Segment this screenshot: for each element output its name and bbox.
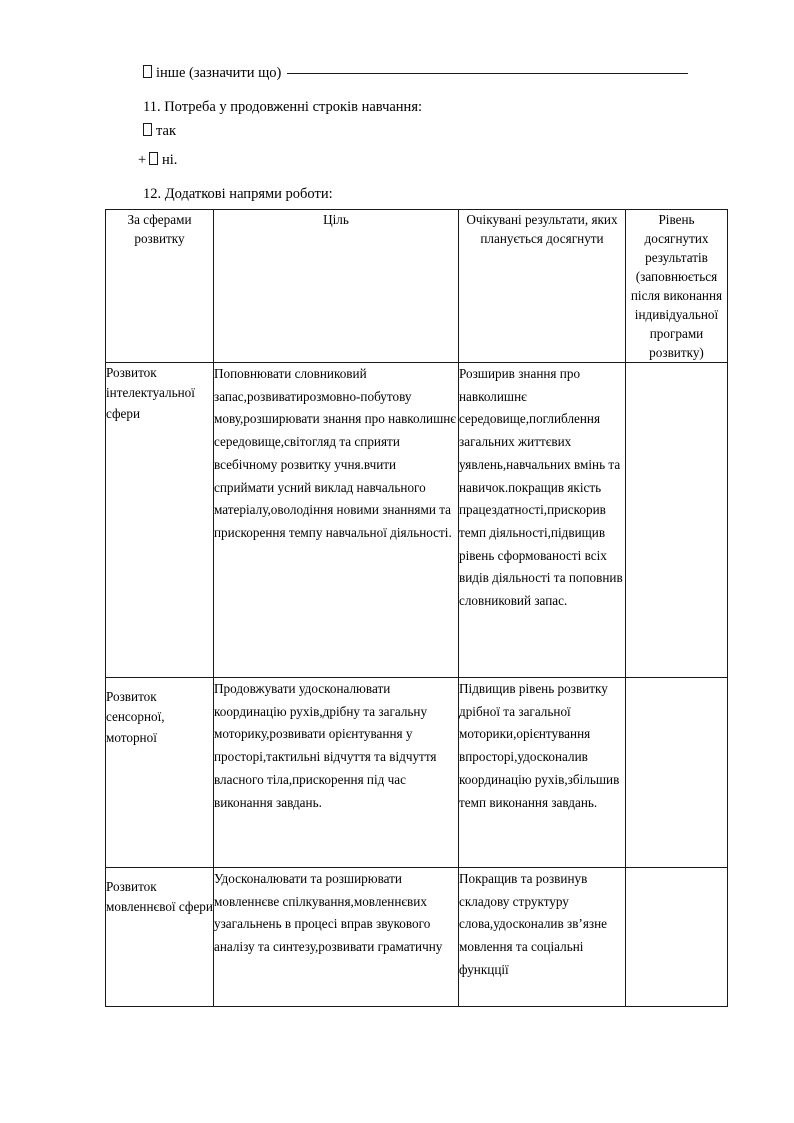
option-no-label: ні.	[162, 152, 178, 168]
cell-sphere: Розвиток мовленнєвої сфери	[106, 868, 214, 1007]
option-no-selection-marker: +	[138, 152, 147, 168]
question-11-heading: 11. Потреба у продовженні строків навчання:	[143, 99, 423, 115]
cell-goal: Поповнювати словниковий запас,розвиватирозмовно-побутову мову,розширювати знання про навколишнє середовище,світогляд та сприяти всебічному розвитку учня.вчити сприймати усний виклад навчального матеріалу,оволодіння новими знаннями та прискорення темпу навчальної діяльності.	[214, 363, 459, 678]
cell-expected-results: Покращив та розвинув складову структуру слова,удосконалив зв’язне мовлення та соціальні функцції	[459, 868, 626, 1007]
other-option-fill-in-field[interactable]	[287, 73, 688, 74]
cell-achieved-level[interactable]	[626, 678, 728, 868]
question-11-option-no	[105, 151, 727, 180]
column-header-sphere: За сферами розвитку	[106, 210, 214, 363]
table-header-row	[106, 210, 728, 363]
cell-goal: Удосконалювати та розширювати мовленнєве спілкування,мовленнєвих узагальнень в процесі вправ звукового аналізу та синтезу,розвивати граматичну	[214, 868, 459, 1007]
cell-goal: Продовжувати удосконалювати координацію рухів,дрібну та загальну моторику,розвивати орієнтування у просторі,тактильні відчуття та відчуття власного тіла,прискорення під час виконання завдань.	[214, 678, 459, 868]
cell-sphere: Розвиток сенсорної, моторної	[106, 678, 214, 868]
table-row	[106, 868, 728, 1007]
column-header-expected-results: Очікувані результати, яких планується досягнути	[459, 210, 626, 363]
table-row	[106, 363, 728, 678]
other-option-label: інше (зазначити що)	[156, 65, 282, 81]
checkbox-yes-icon[interactable]	[143, 123, 152, 136]
cell-sphere: Розвиток інтелектуальної сфери	[106, 363, 214, 678]
question-12-heading: 12. Додаткові напрями роботи:	[143, 186, 333, 202]
question-11-option-yes	[105, 122, 727, 151]
cell-expected-results: Підвищив рівень розвитку дрібної та загальної моторики,орієнтування впросторі,удосконалив координацію рухів,збільшив темп виконання завдань.	[459, 678, 626, 868]
cell-achieved-level[interactable]	[626, 868, 728, 1007]
checkbox-other-icon[interactable]	[143, 65, 152, 78]
development-directions-table	[105, 209, 728, 1007]
cell-achieved-level[interactable]	[626, 363, 728, 678]
checkbox-no-icon[interactable]	[149, 152, 158, 165]
table-row	[106, 678, 728, 868]
cell-expected-results: Розширив знання про навколишнє середовище,поглиблення загальних життєвих уявлень,навчальних вмінь та навичок.покращив якість працездатності,прискорив темп діяльності,підвищив рівень сформованості всіх видів діяльності та поповнив словниковий запас.	[459, 363, 626, 678]
other-option-line	[105, 64, 727, 93]
form-section	[105, 64, 727, 209]
column-header-goal: Ціль	[214, 210, 459, 363]
option-yes-label: так	[156, 123, 176, 139]
column-header-achieved-level: Рівень досягнутих результатів (заповнюється після виконання індивідуальної програми розвитку)	[626, 210, 728, 363]
